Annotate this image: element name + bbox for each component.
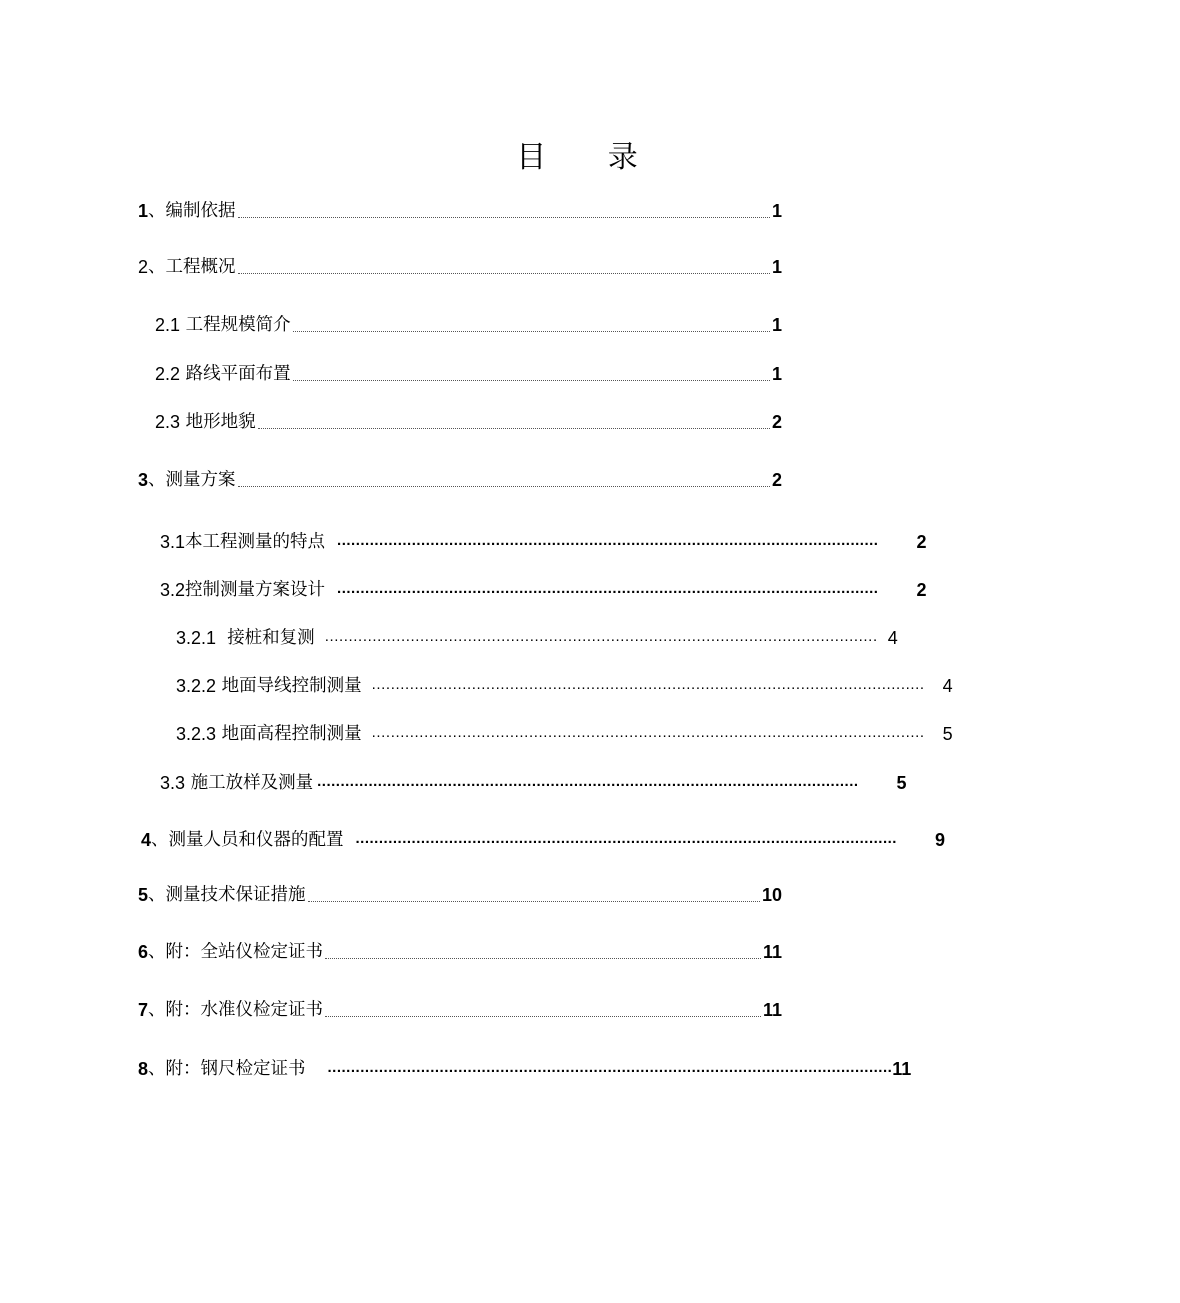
toc-entry-number: 2 — [138, 257, 149, 277]
toc-page-number: 10 — [761, 885, 782, 905]
toc-page-number: 11 — [762, 1000, 782, 1020]
toc-entry-number: 5 — [138, 885, 149, 905]
toc-entry-label: 地形地貌 — [185, 412, 256, 432]
toc-page-number: 11 — [762, 942, 782, 962]
toc-entry-separator: 、 — [148, 885, 166, 905]
toc-title: 目 录 — [516, 140, 664, 175]
toc-page-number: 5 — [942, 724, 953, 744]
toc-leader: .................................................................................................................... — [324, 628, 878, 645]
toc-entry-3-2-3[interactable] — [176, 716, 953, 746]
toc-entry-label: 地面高程控制测量 — [221, 724, 362, 744]
toc-leader: .................................................................................................................... — [337, 580, 879, 597]
toc-entry-separator: 、 — [148, 470, 166, 490]
toc-entry-number: 3.1 — [160, 532, 186, 552]
toc-leader — [293, 380, 770, 381]
toc-page-number: 1 — [771, 315, 782, 335]
toc-entry-label: 工程概况 — [165, 257, 236, 277]
toc-page-number: 4 — [942, 676, 953, 696]
toc-entry-number: 8 — [138, 1059, 149, 1079]
toc-entry-number: 3.3 — [160, 773, 186, 793]
toc-entry-separator: 、 — [148, 942, 166, 962]
toc-entry-label: 路线平面布置 — [185, 364, 291, 384]
toc-entry-8[interactable] — [138, 1051, 912, 1081]
toc-entry-label: 施工放样及测量 — [190, 773, 314, 793]
toc-entry-6[interactable] — [138, 934, 782, 964]
toc-entry-number: 3.2.3 — [176, 724, 217, 744]
toc-entry-label: 附：钢尺检定证书 — [165, 1059, 306, 1079]
toc-entry-label: 测量技术保证措施 — [165, 885, 306, 905]
toc-entry-5[interactable] — [138, 877, 782, 907]
toc-leader: .................................................................................................................... — [371, 724, 925, 741]
toc-entry-3[interactable] — [138, 462, 782, 492]
toc-leader — [325, 1016, 761, 1017]
toc-leader: .................................................................................................................... — [337, 532, 879, 549]
toc-entry-number: 3.2 — [160, 580, 186, 600]
toc-page-number: 2 — [916, 532, 927, 552]
toc-entry-separator: 、 — [148, 257, 166, 277]
toc-entry-2-1[interactable] — [155, 307, 782, 337]
toc-leader — [258, 428, 770, 429]
toc-entry-separator: 、 — [148, 1059, 166, 1079]
toc-entry-1[interactable] — [138, 193, 782, 223]
toc-entry-3-1[interactable] — [160, 524, 927, 554]
toc-page-number: 1 — [771, 201, 782, 221]
toc-leader: .................................................................................................................... — [355, 830, 897, 847]
toc-leader: ......................................................................................................................... — [327, 1059, 893, 1076]
toc-page-number: 5 — [896, 773, 907, 793]
toc-entry-number: 4 — [141, 830, 152, 850]
toc-entry-label: 控制测量方案设计 — [185, 580, 326, 600]
toc-entry-2-2[interactable] — [155, 356, 782, 386]
toc-page-number: 11 — [892, 1059, 912, 1079]
toc-entry-label: 地面导线控制测量 — [221, 676, 362, 696]
toc-leader — [238, 217, 770, 218]
toc-entry-label: 附：水准仪检定证书 — [165, 1000, 324, 1020]
toc-entry-number: 1 — [138, 201, 149, 221]
toc-entry-3-2-2[interactable] — [176, 668, 953, 698]
toc-entry-label: 本工程测量的特点 — [185, 532, 326, 552]
toc-entry-label: 编制依据 — [165, 201, 236, 221]
toc-entry-2[interactable] — [138, 249, 782, 279]
toc-leader — [293, 331, 770, 332]
toc-entry-number: 6 — [138, 942, 149, 962]
toc-entry-separator: 、 — [151, 830, 169, 850]
toc-entry-separator: 、 — [148, 201, 166, 221]
toc-entry-7[interactable] — [138, 992, 782, 1022]
toc-entry-label: 附：全站仪检定证书 — [165, 942, 324, 962]
toc-entry-2-3[interactable] — [155, 404, 782, 434]
toc-page-number: 9 — [934, 830, 945, 850]
toc-entry-label: 接桩和复测 — [227, 628, 315, 648]
toc-entry-number: 2.1 — [155, 315, 181, 335]
toc-page-number: 2 — [916, 580, 927, 600]
toc-page-number: 1 — [771, 257, 782, 277]
toc-entry-3-2-1[interactable] — [176, 620, 898, 650]
toc-page-number: 2 — [771, 412, 782, 432]
toc-entry-4[interactable] — [141, 822, 945, 852]
toc-leader: .................................................................................................................... — [317, 773, 859, 790]
toc-entry-3-3[interactable] — [160, 765, 907, 795]
toc-entry-number: 2.3 — [155, 412, 181, 432]
toc-entry-separator — [216, 626, 227, 650]
toc-entry-number: 7 — [138, 1000, 149, 1020]
toc-page-number: 4 — [887, 628, 898, 648]
toc-entry-label: 测量方案 — [165, 470, 236, 490]
toc-page-number: 1 — [771, 364, 782, 384]
toc-entry-number: 3 — [138, 470, 149, 490]
toc-entry-3-2[interactable] — [160, 572, 927, 602]
toc-entry-number: 2.2 — [155, 364, 181, 384]
toc-leader: .................................................................................................................... — [371, 676, 925, 693]
toc-entry-label: 测量人员和仪器的配置 — [168, 830, 344, 850]
toc-entry-separator: 、 — [148, 1000, 166, 1020]
toc-entry-number: 3.2.1 — [176, 628, 217, 648]
toc-leader — [325, 958, 761, 959]
toc-leader — [238, 273, 770, 274]
toc-entry-label: 工程规模简介 — [185, 315, 291, 335]
toc-leader — [238, 486, 770, 487]
toc-entry-number: 3.2.2 — [176, 676, 217, 696]
toc-page-number: 2 — [771, 470, 782, 490]
toc-leader — [308, 901, 760, 902]
